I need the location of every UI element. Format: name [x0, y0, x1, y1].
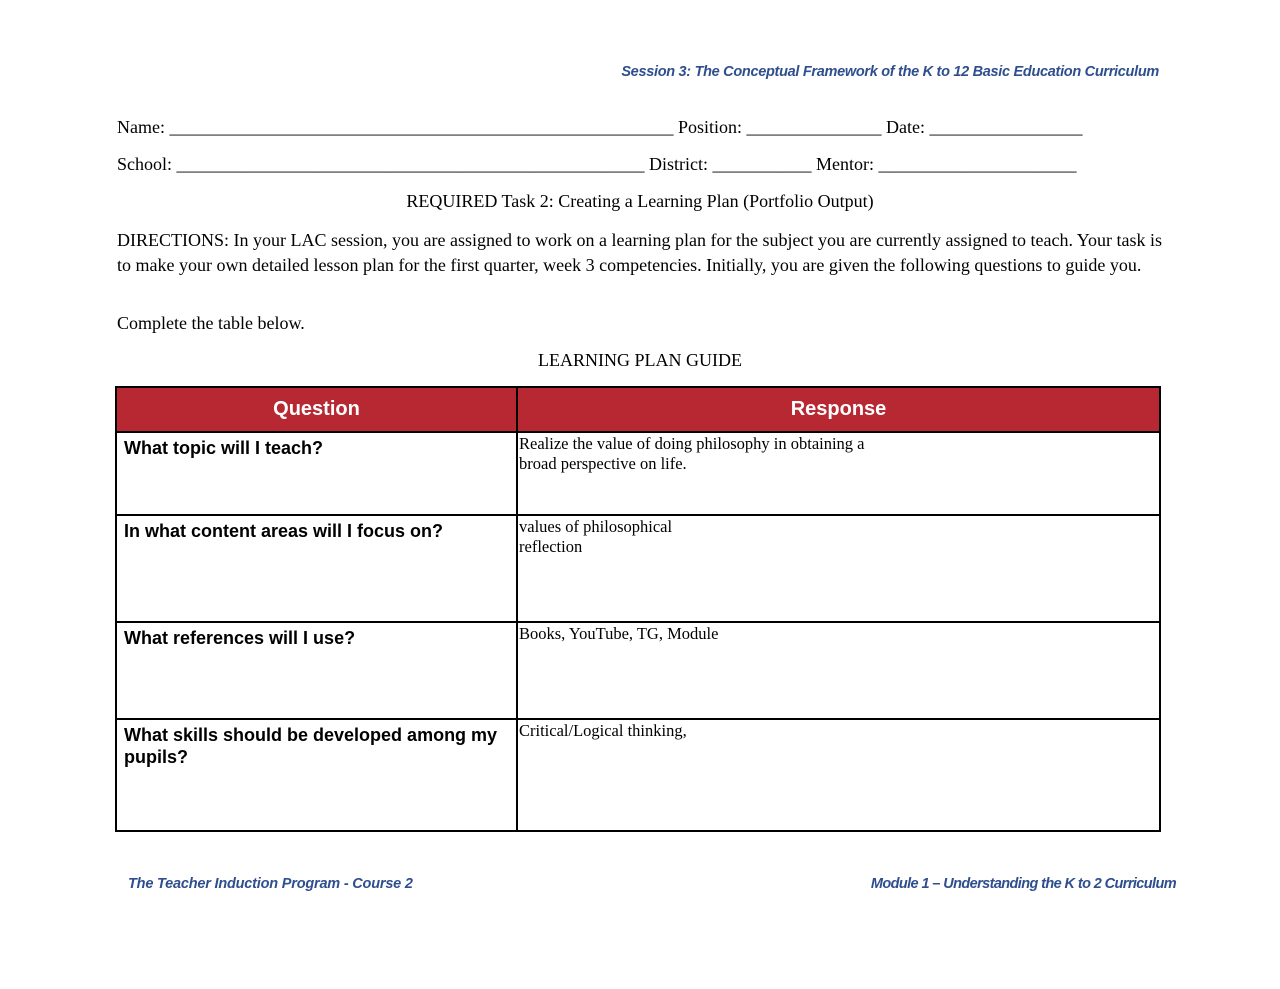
- directions-paragraph: DIRECTIONS: In your LAC session, you are assigned to work on a learning plan for the subject you are currently assigned to teach. Your task is to make your own detailed lesson plan for the first quarter, week 3 competencies. Initially, you are given the following questions to guide you.: [117, 230, 1162, 275]
- response-cell[interactable]: [517, 719, 1160, 831]
- response-text: values of philosophical reflection: [519, 517, 673, 556]
- table-header-row: [116, 387, 1160, 432]
- table-row: [116, 432, 1160, 515]
- table-row: [116, 622, 1160, 719]
- response-text: Critical/Logical thinking,: [519, 721, 687, 740]
- response-text: Realize the value of doing philosophy in obtaining a broad perspective on life.: [519, 434, 865, 473]
- question-cell: What references will I use?: [116, 622, 517, 719]
- question-cell: What topic will I teach?: [116, 432, 517, 515]
- footer-program-title: The Teacher Induction Program - Course 2: [128, 876, 413, 892]
- learning-plan-table: [115, 386, 1161, 832]
- form-line-school-district-mentor: School: ____________________________________________________ District: ___________ Mentor: ______________________: [117, 154, 1077, 174]
- table-row: [116, 719, 1160, 831]
- form-line-name-position-date: Name: ________________________________________________________ Position: _______________ Date: _________________: [117, 117, 1083, 137]
- response-text: Books, YouTube, TG, Module: [519, 624, 719, 643]
- complete-instruction: Complete the table below.: [117, 313, 305, 333]
- footer-module-title: Module 1 – Understanding the K to 2 Curriculum: [870, 876, 1176, 892]
- task-title: REQUIRED Task 2: Creating a Learning Plan (Portfolio Output): [406, 191, 874, 211]
- session-title: Session 3: The Conceptual Framework of the K to 12 Basic Education Curriculum: [621, 64, 1159, 80]
- response-cell[interactable]: [517, 515, 1160, 622]
- response-cell[interactable]: [517, 622, 1160, 719]
- column-header-question: Question: [116, 387, 517, 432]
- learning-plan-guide-title: LEARNING PLAN GUIDE: [538, 350, 742, 370]
- column-header-response: Response: [517, 387, 1160, 432]
- table-row: [116, 515, 1160, 622]
- response-cell[interactable]: [517, 432, 1160, 515]
- question-cell: What skills should be developed among my pupils?: [116, 719, 517, 831]
- question-cell: In what content areas will I focus on?: [116, 515, 517, 622]
